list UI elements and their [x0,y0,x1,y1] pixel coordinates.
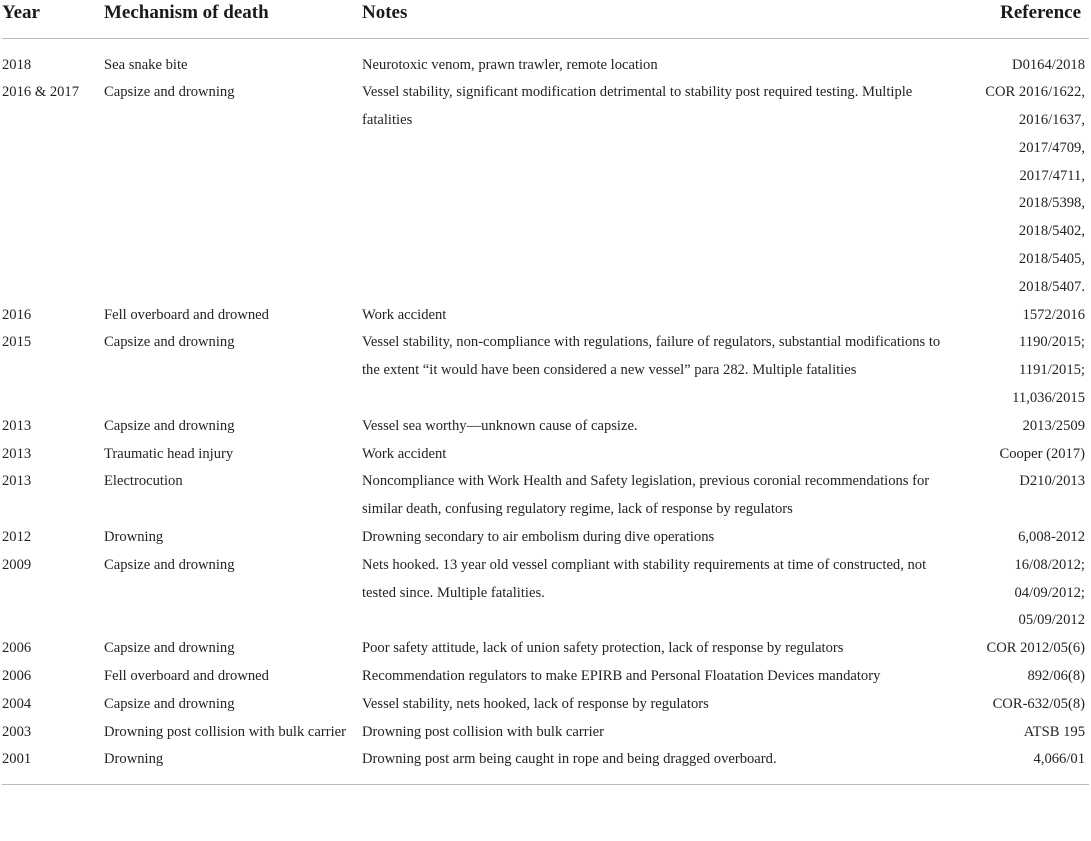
table-row [2,635,1089,663]
cell-notes: Vessel sea worthy—unknown cause of capsize. [362,417,638,434]
table-row [2,719,1089,747]
reference-line: 6,008-2012 [1018,529,1085,546]
cell-notes: Work accident [362,306,447,323]
cell-mechanism: Capsize and drowning [104,695,235,712]
cell-year: 2015 [2,334,32,351]
cell-notes: Noncompliance with Work Health and Safety legislation, previous coronial recommendations for similar death, confusing regulatory regime, lack of response by regulators [362,473,930,518]
table-row [2,468,1089,524]
reference-line: 16/08/2012; [1014,556,1085,573]
cell-reference [952,413,1089,441]
cell-reference [952,663,1089,691]
cell-year: 2006 [2,668,32,685]
header-mechanism: Mechanism of death [104,0,362,38]
reference-line: Cooper (2017) [999,445,1085,462]
cell-mechanism: Capsize and drowning [104,556,235,573]
cell-mechanism: Drowning [104,529,164,546]
reference-line: D0164/2018 [1012,56,1085,73]
cell-notes: Neurotoxic venom, prawn trawler, remote location [362,56,658,73]
cell-notes: Nets hooked. 13 year old vessel compliant with stability requirements at time of constructed, not tested since. Multiple fatalities. [362,556,927,601]
cell-mechanism: Capsize and drowning [104,417,235,434]
cell-reference [952,552,1089,635]
cell-mechanism: Drowning [104,746,362,784]
cell-reference [952,468,1089,524]
reference-line: COR 2016/1622, [985,84,1085,101]
cell-mechanism: Fell overboard and drowned [104,668,269,685]
table-row [2,663,1089,691]
header-notes: Notes [362,0,952,38]
cell-reference [952,746,1089,784]
cell-reference [952,524,1089,552]
cell-year: 2012 [2,529,32,546]
table-row [2,524,1089,552]
cell-reference [952,329,1089,412]
reference-line: 892/06(8) [1027,668,1085,685]
header-reference: Reference [952,0,1089,38]
reference-line: 2018/5402, [1018,223,1085,240]
cell-mechanism: Capsize and drowning [104,334,235,351]
cell-reference [952,635,1089,663]
reference-line: 2018/5398, [1018,195,1085,212]
cell-mechanism: Capsize and drowning [104,84,235,101]
cell-reference [952,691,1089,719]
cell-mechanism: Fell overboard and drowned [104,306,269,323]
cell-year: 2016 [2,306,32,323]
cell-reference [952,719,1089,747]
table-row [2,302,1089,330]
reference-line: 04/09/2012; [1014,584,1085,601]
cell-notes: Drowning secondary to air embolism during dive operations [362,529,715,546]
cell-year: 2006 [2,640,32,657]
table-row [2,329,1089,412]
cell-notes: Recommendation regulators to make EPIRB and Personal Floatation Devices mandatory [362,668,881,685]
cell-year: 2018 [2,56,32,73]
table-row [2,746,1089,784]
cell-notes: Work accident [362,445,447,462]
reference-line: 1190/2015; [1019,334,1085,351]
cell-year: 2013 [2,417,32,434]
cell-notes: Drowning post arm being caught in rope and being dragged overboard. [362,746,952,784]
cell-notes: Drowning post collision with bulk carrier [362,723,604,740]
cell-mechanism: Capsize and drowning [104,640,235,657]
cell-notes: Vessel stability, significant modification detrimental to stability post required testing. Multiple fatalities [362,84,913,129]
table-row [2,552,1089,635]
cell-notes: Vessel stability, non-compliance with regulations, failure of regulators, substantial modifications to the extent “it would have been considered a new vessel” para 282. Multiple fatalities [362,334,941,379]
reference-line: 2018/5405, [1018,251,1085,268]
table-row [2,691,1089,719]
cell-mechanism: Traumatic head injury [104,445,234,462]
cell-notes: Poor safety attitude, lack of union safety protection, lack of response by regulators [362,640,844,657]
cell-year: 2003 [2,723,32,740]
cell-year: 2016 & 2017 [2,84,80,101]
table-row [2,441,1089,469]
reference-line: 2017/4711, [1019,167,1085,184]
reference-line: COR 2012/05(6) [986,640,1085,657]
cell-reference [952,441,1089,469]
cell-year: 2001 [2,746,104,784]
header-year: Year [2,0,104,38]
reference-line: 11,036/2015 [1012,390,1085,407]
cell-year: 2013 [2,473,32,490]
table-row [2,413,1089,441]
table-row [2,38,1089,79]
reference-line: 1572/2016 [1022,306,1085,323]
fatalities-table [2,0,1089,785]
cell-reference [952,38,1089,79]
table-row [2,79,1089,301]
cell-year: 2009 [2,556,32,573]
reference-line: ATSB 195 [1023,723,1085,740]
cell-notes: Vessel stability, nets hooked, lack of response by regulators [362,695,709,712]
table-body [2,38,1089,785]
reference-line: 05/09/2012 [1018,612,1085,629]
cell-mechanism: Electrocution [104,473,183,490]
reference-line: 2013/2509 [1022,417,1085,434]
reference-line: 1191/2015; [1019,362,1085,379]
cell-reference [952,302,1089,330]
reference-line: 2016/1637, [1018,112,1085,129]
cell-year: 2013 [2,445,32,462]
reference-line: D210/2013 [1019,473,1085,490]
cell-mechanism: Drowning post collision with bulk carrier [104,723,346,740]
cell-mechanism: Sea snake bite [104,56,188,73]
reference-line: 2018/5407. [1018,278,1085,295]
reference-line: 2017/4709, [1018,139,1085,156]
header-row [2,0,1089,38]
cell-year: 2004 [2,695,32,712]
cell-reference [952,79,1089,301]
reference-line: 4,066/01 [1033,751,1085,768]
reference-line: COR-632/05(8) [992,695,1085,712]
table-header [2,0,1089,38]
